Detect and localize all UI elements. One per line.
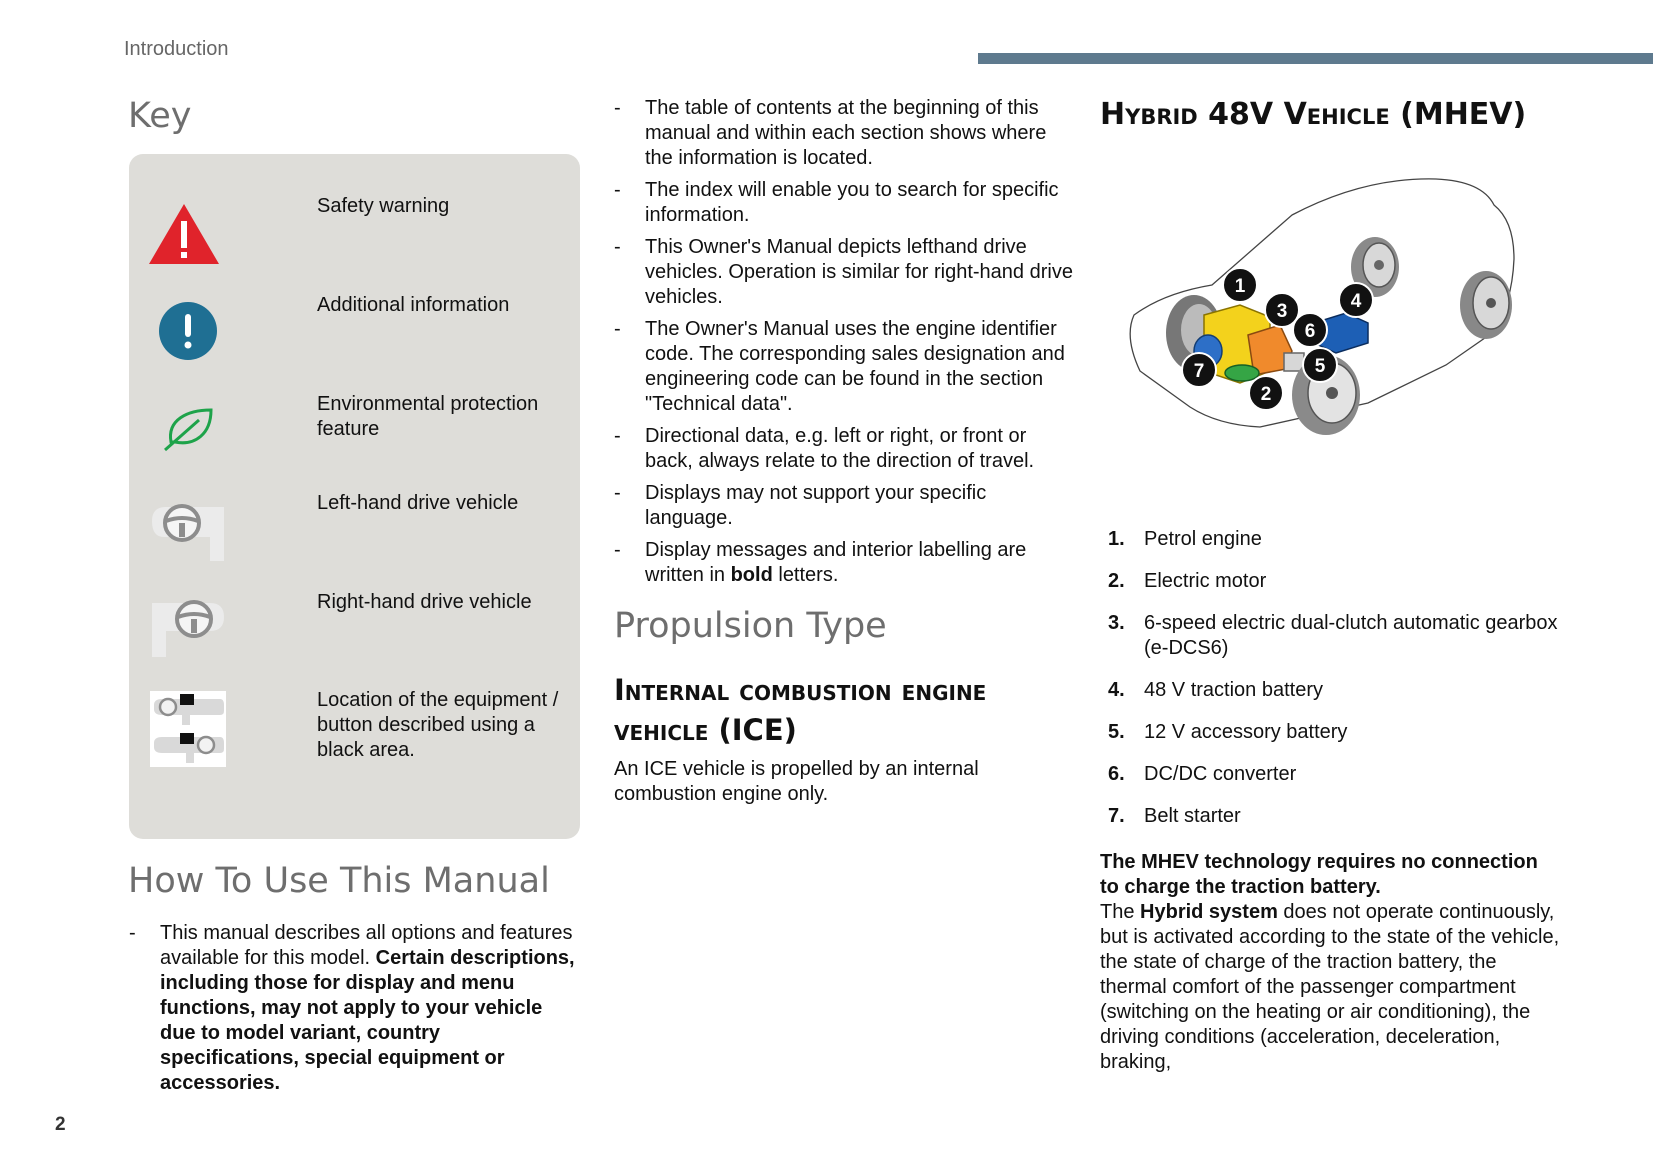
component-number: 5. [1108,721,1125,743]
list-item: - The index will enable you to search for specific information. [614,178,1074,228]
component-number: 1. [1108,528,1125,550]
header-accent-bar [978,53,1653,64]
marker-3: 3 [1276,301,1288,322]
hybrid-heading: Hybrid 48V Vehicle (MHEV) [1100,97,1527,132]
component-item [1108,569,1568,594]
component-item [1108,762,1568,787]
ice-heading: Internal combustion engine vehicle (ICE) [614,673,987,747]
list-item-bold-text: Certain descriptions, including those for display and menu functions, may not apply to your vehicle due to model variant, country specifications, special equipment or accessories. [160,947,575,1094]
component-number: 4. [1108,679,1125,701]
list-item-text: This manual describes all options and features available for this model. [160,922,573,969]
mhev-description [1100,850,1560,1075]
section-title: Introduction [124,38,229,60]
component-label: Electric motor [1144,570,1267,592]
marker-4: 4 [1350,291,1362,312]
key-label: Location of the equipment / button described using a black area. [317,689,559,761]
marker-1: 1 [1234,276,1246,297]
info-icon [158,301,218,361]
dashboard-location-icon [150,691,226,767]
key-legend-box [129,154,580,839]
component-number: 3. [1108,612,1125,634]
list-item [129,921,579,1096]
mhev-text-part: does not operate continuously, but is activated according to the state of the vehicle, the state of charge of the traction battery, the thermal comfort of the passenger compartment (switching on the heating or air conditioning), the driving conditions (acceleration, deceleration, braking, [1100,901,1560,1073]
component-number: 2. [1108,570,1125,592]
warning-triangle-icon [147,201,221,267]
component-item [1108,611,1568,661]
key-label: Environmental protection feature [317,393,539,440]
how-to-use-heading: How To Use This Manual [128,861,550,901]
lhd-steering-wheel-icon [150,501,226,565]
marker-7: 7 [1193,361,1205,382]
marker-5: 5 [1314,356,1326,377]
rear-left-wheel [1460,271,1512,339]
component-number: 7. [1108,805,1125,827]
list-item [614,538,1074,588]
rhd-steering-wheel-icon [150,595,226,659]
manual-notes-list [614,96,1074,595]
key-label: Left-hand drive vehicle [317,492,519,514]
mhev-note-bold: The MHEV technology requires no connection to charge the traction battery. [1100,851,1538,898]
key-heading: Key [128,96,192,136]
bold-word: bold [730,564,773,586]
hybrid-system-bold: Hybrid system [1140,901,1278,923]
list-item: - The table of contents at the beginning of this manual and within each section shows where the information is located. [614,96,1074,171]
marker-2: 2 [1260,384,1272,405]
component-item [1108,527,1568,552]
mhev-vehicle-diagram [1120,175,1530,475]
list-item-text: letters. [772,564,839,586]
leaf-icon [163,406,215,452]
component-label: 6-speed electric dual-clutch automatic gearbox (e-DCS6) [1144,612,1558,659]
component-number: 6. [1108,763,1125,785]
component-item [1108,804,1568,829]
component-label: Belt starter [1144,805,1241,827]
ice-description: An ICE vehicle is propelled by an internal combustion engine only. [614,758,979,805]
list-item: - The Owner's Manual uses the engine identifier code. The corresponding sales designation and engineering code can be found in the section "Technical data". [614,317,1074,417]
component-label: DC/DC converter [1144,763,1297,785]
key-label: Right-hand drive vehicle [317,591,532,613]
component-label: 12 V accessory battery [1144,721,1348,743]
list-item: - Displays may not support your specific language. [614,481,1074,531]
propulsion-heading: Propulsion Type [614,606,887,646]
electric-motor-part [1225,365,1259,381]
list-item: - Directional data, e.g. left or right, or front or back, always relate to the direction of travel. [614,424,1074,474]
list-item: - This Owner's Manual depicts lefthand drive vehicles. Operation is similar for right-hand drive vehicles. [614,235,1074,310]
component-label: 48 V traction battery [1144,679,1323,701]
how-to-use-list [129,921,579,1103]
key-label: Additional information [317,294,510,316]
component-item [1108,678,1568,703]
mhev-text-part: The [1100,901,1141,923]
component-label: Petrol engine [1144,528,1262,550]
page-number: 2 [55,1114,66,1135]
component-list [1108,527,1568,846]
marker-6: 6 [1304,321,1316,342]
component-item [1108,720,1568,745]
list-item-text: Display messages and interior labelling are written in [645,539,1027,586]
key-label: Safety warning [317,195,450,217]
